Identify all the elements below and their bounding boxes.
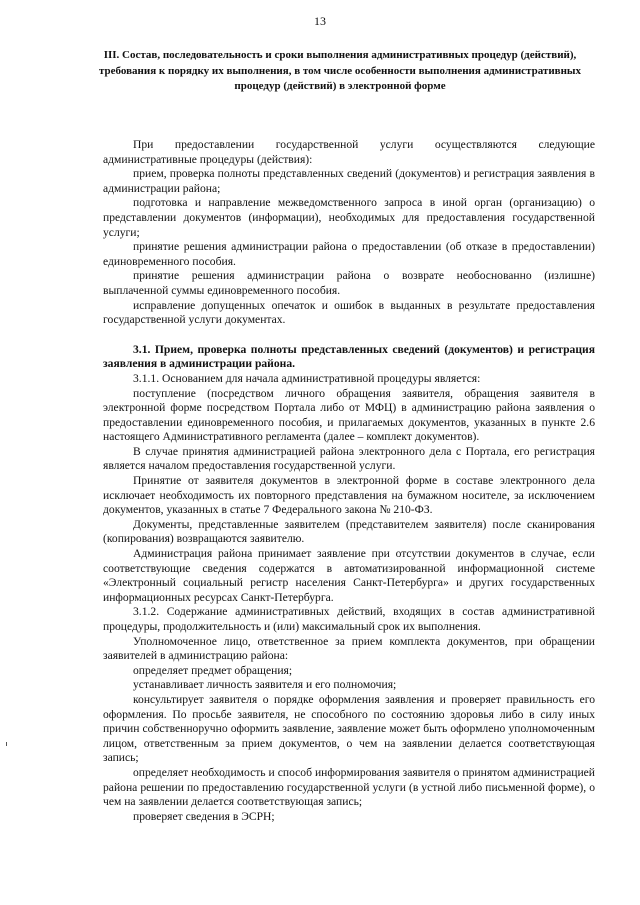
paragraph: прием, проверка полноты представленных сведений (документов) и регистрация заявления в администрации района; [103,167,595,195]
paragraph: проверяет сведения в ЭСРН; [133,809,275,823]
scan-mark [6,742,7,746]
paragraph: поступление (посредством личного обращения заявителя, обращения заявителя в электронной форме посредством Портала либо от МФЦ) в администрацию района заявления о предоставлении единовременного пособия, и прилагаемых документов, указанных в пункте 2.6 настоящего Административного регламента (далее – комплект документов). [103,386,595,444]
paragraph: принятие решения администрации района о возврате необоснованно (излишне) выплаченной суммы единовременного пособия. [103,269,595,297]
paragraph: Принятие от заявителя документов в электронной форме в составе электронного дела исключает необходимость их повторного представления на бумажном носителе, за исключением документов, указанных в статье 7 Федерального закона № 210-ФЗ. [103,474,595,517]
paragraph: определяет предмет обращения; [133,663,293,677]
document-body [103,138,595,824]
paragraph: определяет необходимость и способ информирования заявителя о принятом администрацией района решении по предоставлению государственной услуги (в устной либо письменной форме), о чем на заявлении делается соответствующая запись; [103,765,595,809]
paragraph: Документы, представленные заявителем (представителем заявителя) после сканирования (копирования) возвращаются заявителю. [103,517,595,546]
paragraph: 3.1.1. Основанием для начала административной процедуры является: [133,371,481,385]
paragraph: В случае принятия администрацией района электронного дела с Портала, его регистрация является началом предоставления государственной услуги. [103,444,595,473]
paragraph: исправление допущенных опечаток и ошибок в выданных в результате предоставления государственной услуги документах. [103,298,595,327]
paragraph: При предоставлении государственной услуги осуществляются следующие административные процедуры (действия): [103,138,595,166]
paragraph: Уполномоченное лицо, ответственное за прием комплекта документов, при обращении заявителей в администрацию района: [103,634,595,663]
paragraph: 3.1.2. Содержание административных действий, входящих в состав административной процедуры, продолжительность и (или) максимальный срок их выполнения. [103,605,595,633]
paragraph: принятие решения администрации района о предоставлении (об отказе в предоставлении) единовременного пособия. [103,240,595,268]
paragraph: подготовка и направление межведомственного запроса в иной орган (организацию) о представлении документов (информации), необходимых для предоставления государственной услуги; [103,196,595,239]
section-heading: III. Состав, последовательность и сроки выполнения административных процедур (действий), требования к порядку их выполнения, в том числе особенности выполнения административных процедур (действий) в электронной форме [98,49,582,92]
paragraph: консультирует заявителя о порядке оформления заявления и проверяет правильность его оформления. По просьбе заявителя, не способного по состоянию здоровья либо в силу иных причин собственноручно оформить заявление, заявление может быть оформлено уполномоченным лицом, ответственным за прием документов, о чем на заявлении делается соответствующая запись; [103,692,595,765]
page-number: 13 [314,14,326,28]
subsection-heading: 3.1. Прием, проверка полноты представленных сведений (документов) и регистрация заявления в администрации района. [103,342,595,371]
paragraph: устанавливает личность заявителя и его полномочия; [133,678,397,692]
paragraph: Администрация района принимает заявление при отсутствии документов в случае, если соответствующие сведения содержатся в автоматизированной информационной системе «Электронный социальный регистр населения Санкт-Петербурга» и других государственных информационных ресурсах Санкт-Петербурга. [103,547,595,604]
